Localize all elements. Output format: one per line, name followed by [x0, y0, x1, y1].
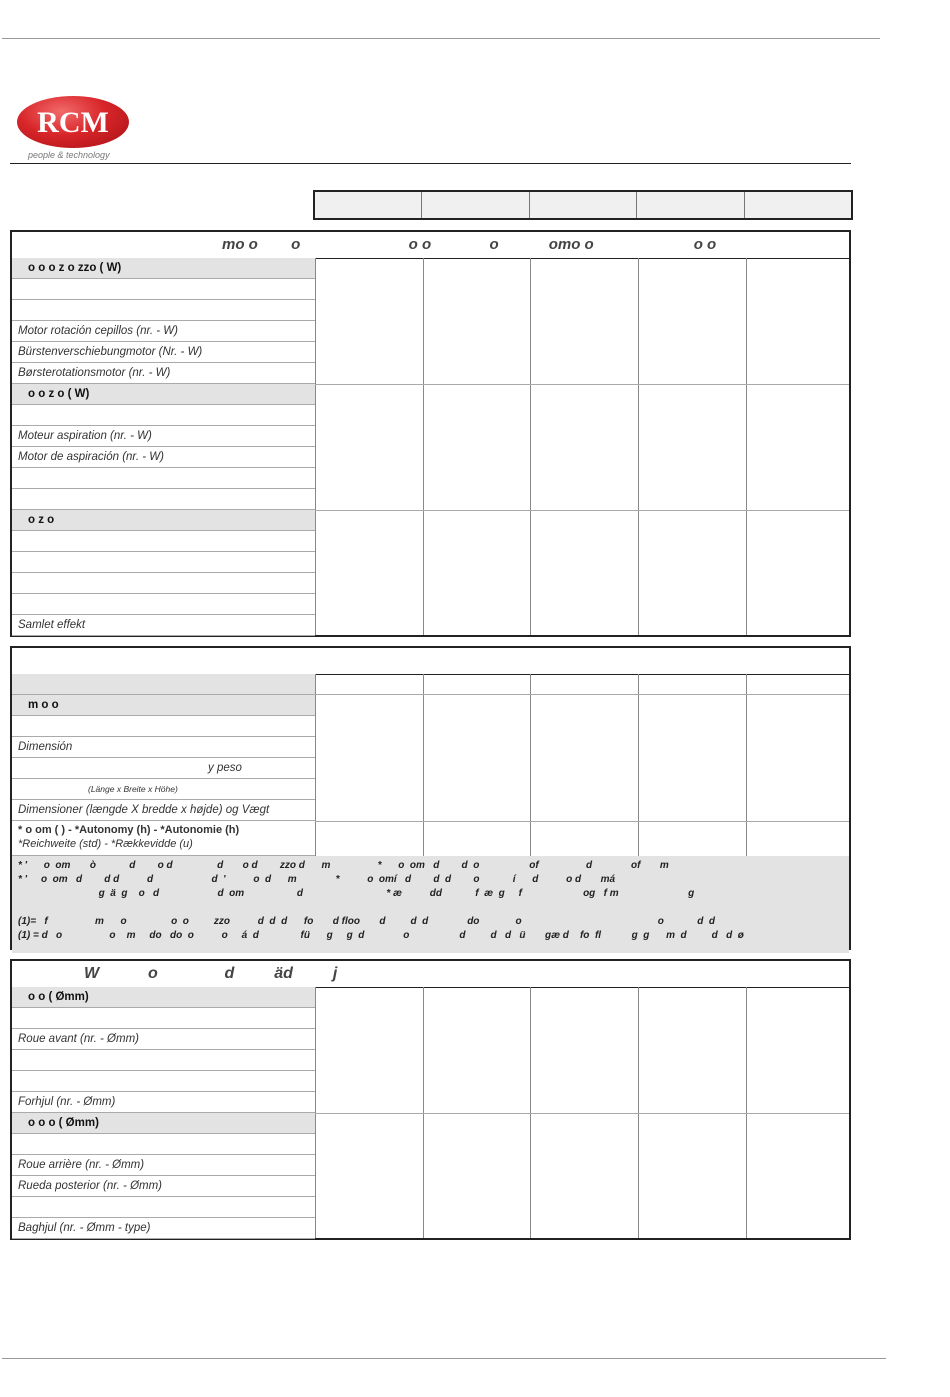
motors-rows — [12, 258, 315, 636]
footnote-line: * ' o om d d d d d ' o d m * o omí d d d o í d o d má — [18, 874, 616, 885]
spec-row-label: Dimensión — [12, 737, 315, 758]
spec-row-label — [12, 552, 315, 573]
model-cell — [422, 192, 529, 218]
model-cell — [745, 192, 851, 218]
logo-text: RCM — [37, 106, 109, 139]
footnote-line: (1) = d o o m do do o o á d fü g g d o d d d ü gæ d fo fl g g m d d d ø — [18, 930, 744, 941]
footnote-line — [12, 901, 849, 915]
group-header-row: o o z o ( W) — [12, 384, 315, 405]
group-divider — [315, 694, 849, 695]
spec-row-label — [12, 1008, 315, 1029]
column-divider — [530, 674, 531, 856]
spec-row-label — [12, 300, 315, 321]
spec-row-label — [12, 489, 315, 510]
motors-section — [10, 230, 851, 637]
column-divider — [423, 674, 424, 856]
spec-row-label: Roue arrière (nr. - Ømm) — [12, 1155, 315, 1176]
spec-row-label: (Länge x Breite x Höhe) — [12, 779, 315, 800]
dimensions-section — [10, 646, 851, 950]
spec-row-label: Roue avant (nr. - Ømm) — [12, 1029, 315, 1050]
model-cell — [315, 192, 422, 218]
spec-row-label — [12, 1197, 315, 1218]
spec-row-label: Børsterotationsmotor (nr. - W) — [12, 363, 315, 384]
column-divider — [315, 674, 316, 856]
dimensions-rows — [12, 674, 315, 821]
group-divider — [315, 1113, 849, 1114]
column-divider — [638, 258, 639, 635]
spec-row-label: Motor de aspiración (nr. - W) — [12, 447, 315, 468]
group-header-row: m o o — [12, 695, 315, 716]
wheels-rows — [12, 987, 315, 1239]
wheels-section — [10, 959, 851, 1240]
group-header-row — [12, 674, 315, 695]
column-divider — [638, 674, 639, 856]
spec-row-label: Samlet effekt — [12, 615, 315, 636]
column-divider — [746, 674, 747, 856]
model-cell — [530, 192, 637, 218]
spec-row-label — [12, 1071, 315, 1092]
column-divider — [315, 258, 316, 635]
group-divider — [315, 510, 849, 511]
spec-row-label — [12, 716, 315, 737]
section-title-bar — [12, 961, 849, 988]
column-divider — [746, 258, 747, 635]
top-rule — [2, 38, 880, 39]
section-title: mo o o o o o omo o o o — [222, 236, 717, 253]
group-header-row: o o ( Ømm) — [12, 987, 315, 1008]
footnote-line: (1)= f m o o o zzo d d d fo d floo d d d do o o d d — [18, 916, 715, 927]
group-header-row: o o o z o zzo ( W) — [12, 258, 315, 279]
section-title-bar — [12, 232, 849, 259]
column-divider — [530, 258, 531, 635]
spec-row-label — [12, 1134, 315, 1155]
spec-row-label — [12, 279, 315, 300]
spec-row-label — [12, 405, 315, 426]
autonomy-label-line2: *Reichweite (std) - *Rækkevidde (u) — [18, 838, 193, 850]
group-header-row: o z o — [12, 510, 315, 531]
spec-row-label: Baghjul (nr. - Ømm - type) — [12, 1218, 315, 1239]
spec-row-label — [12, 1050, 315, 1071]
spec-row-label — [12, 531, 315, 552]
section-title-bar — [12, 648, 849, 675]
spec-row-label: Motor rotación cepillos (nr. - W) — [12, 321, 315, 342]
spec-row-label: Bürstenverschiebungmotor (Nr. - W) — [12, 342, 315, 363]
spec-row-label: Moteur aspiration (nr. - W) — [12, 426, 315, 447]
model-header-row — [313, 190, 853, 220]
spec-row-label: Dimensioner (længde X bredde x højde) og Vægt — [12, 800, 315, 821]
spec-row-label — [12, 468, 315, 489]
spec-row-label: y peso — [12, 758, 315, 779]
logo-tagline: people & technology — [28, 150, 110, 160]
rcm-logo — [17, 96, 129, 148]
spec-row-label — [12, 594, 315, 615]
group-header-row: o o o ( Ømm) — [12, 1113, 315, 1134]
bottom-rule — [2, 1358, 886, 1359]
section-title: W o d äd j — [84, 965, 338, 982]
spec-row-label: Rueda posterior (nr. - Ømm) — [12, 1176, 315, 1197]
footnotes-block — [12, 856, 849, 953]
group-divider — [315, 384, 849, 385]
autonomy-row — [12, 821, 315, 856]
footnote-line: g ä g o d d om d * æ dd f æ g f og f m g — [18, 888, 695, 899]
header-rule — [10, 163, 851, 164]
spec-row-label: Forhjul (nr. - Ømm) — [12, 1092, 315, 1113]
model-cell — [637, 192, 744, 218]
footnote-line: * ' o om ò d o d d o d zzo d m * o om d d o of d of m — [18, 860, 669, 871]
autonomy-label-line1: * o om ( ) - *Autonomy (h) - *Autonomie (h) — [18, 824, 240, 836]
column-divider — [423, 258, 424, 635]
group-divider — [315, 821, 849, 822]
spec-row-label — [12, 573, 315, 594]
